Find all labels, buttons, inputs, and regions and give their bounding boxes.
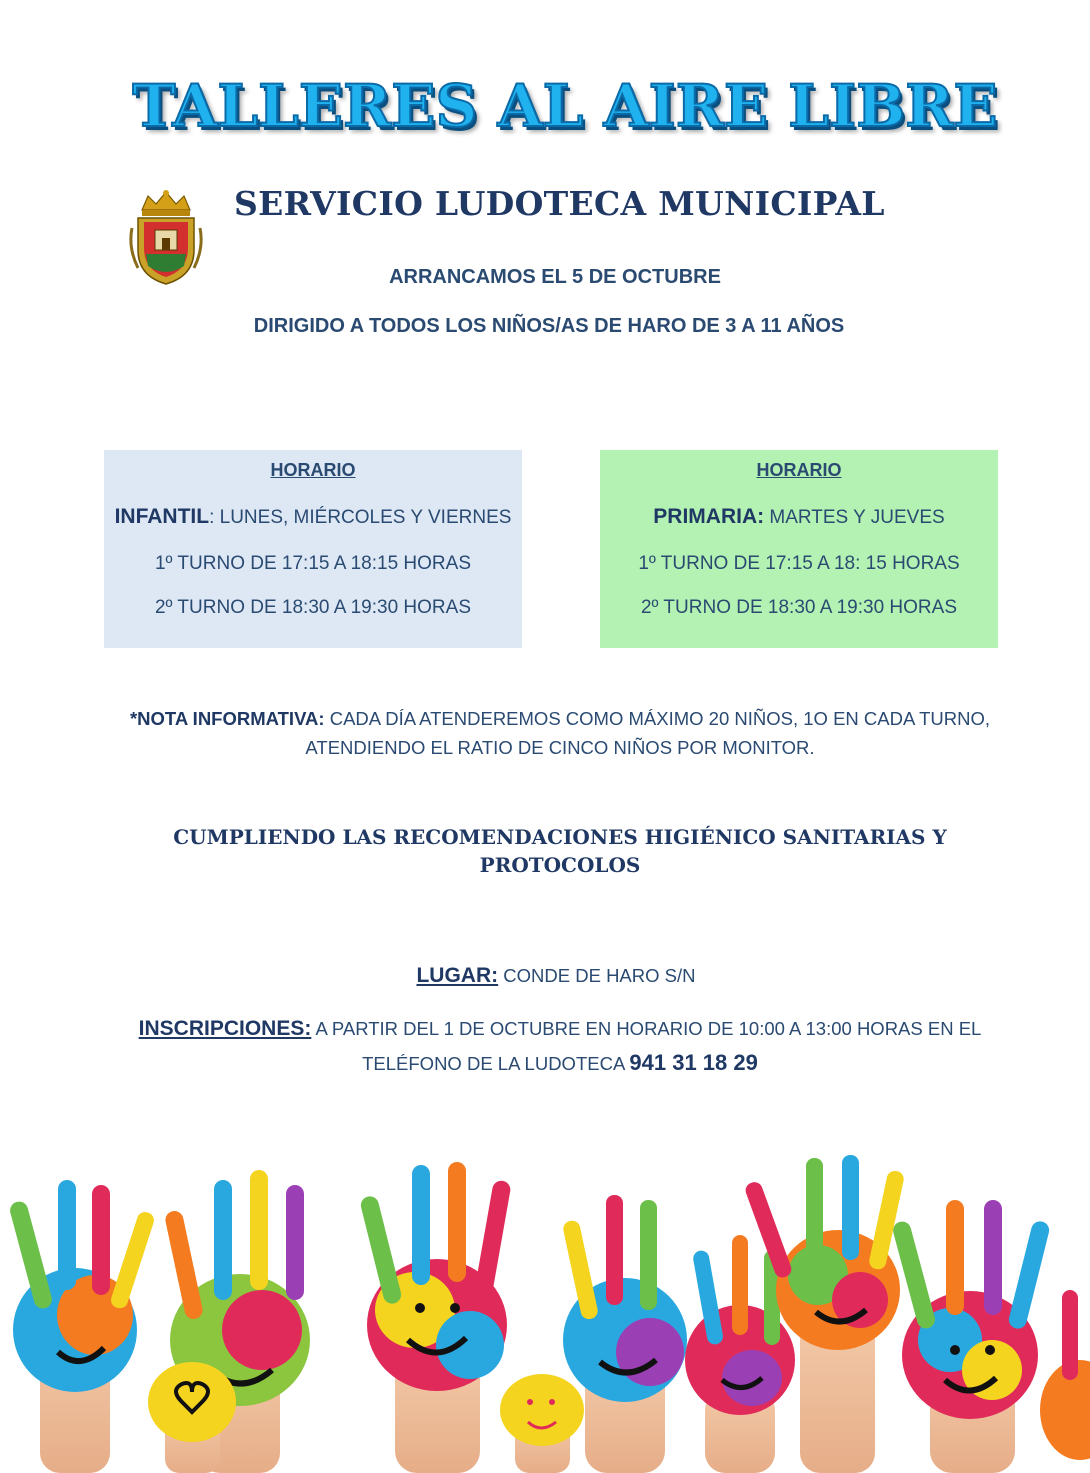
turn-2: 2º TURNO DE 18:30 A 19:30 HORAS xyxy=(640,597,957,618)
schedule-group-line xyxy=(104,505,522,529)
group-days: MARTES Y JUEVES xyxy=(764,507,945,528)
group-name: INFANTIL xyxy=(114,505,210,528)
info-note xyxy=(120,704,1000,762)
schedule-primaria-box xyxy=(600,450,998,648)
phone-number[interactable]: 941 31 18 29 xyxy=(629,1050,758,1075)
compliance-line: CUMPLIENDO LAS RECOMENDACIONES HIGIÉNICO SANITARIAS Y PROTOCOLOS xyxy=(173,825,947,877)
schedule-header: HORARIO xyxy=(270,460,356,480)
note-label: *NOTA INFORMATIVA: xyxy=(129,708,325,729)
painted-hands-illustration xyxy=(0,1140,1090,1473)
turn-1: 1º TURNO DE 17:15 A 18: 15 HORAS xyxy=(638,553,960,574)
registration-label: INSCRIPCIONES: xyxy=(138,1017,312,1040)
group-days: : LUNES, MIÉRCOLES Y VIERNES xyxy=(209,507,512,528)
turn-2: 2º TURNO DE 18:30 A 19:30 HORAS xyxy=(154,597,471,618)
schedule-infantil-box xyxy=(104,450,522,648)
place-label: LUGAR: xyxy=(416,964,499,987)
service-subtitle: SERVICIO LUDOTECA MUNICIPAL xyxy=(234,184,885,223)
note-text: CADA DÍA ATENDEREMOS COMO MÁXIMO 20 NIÑOS, 1O EN CADA TURNO, ATENDIENDO EL RATIO DE CINCO NIÑOS POR MONITOR. xyxy=(305,708,991,758)
registration-line xyxy=(120,1012,1000,1081)
place-line xyxy=(0,964,1090,988)
turn-1: 1º TURNO DE 17:15 A 18:15 HORAS xyxy=(154,553,471,574)
registration-text: A PARTIR DEL 1 DE OCTUBRE EN HORARIO DE 10:00 A 13:00 HORAS EN EL TELÉFONO DE LA LUDOTECA xyxy=(311,1018,982,1074)
place-value: CONDE DE HARO S/N xyxy=(498,965,696,986)
start-date-line: ARRANCAMOS EL 5 DE OCTUBRE xyxy=(389,266,721,288)
schedule-header: HORARIO xyxy=(756,460,842,480)
schedule-group-line xyxy=(600,505,998,529)
audience-line: DIRIGIDO A TODOS LOS NIÑOS/AS DE HARO DE 3 A 11 AÑOS xyxy=(253,315,845,337)
group-name: PRIMARIA: xyxy=(653,505,765,528)
poster-title: TALLERES AL AIRE LIBRE xyxy=(132,72,998,140)
